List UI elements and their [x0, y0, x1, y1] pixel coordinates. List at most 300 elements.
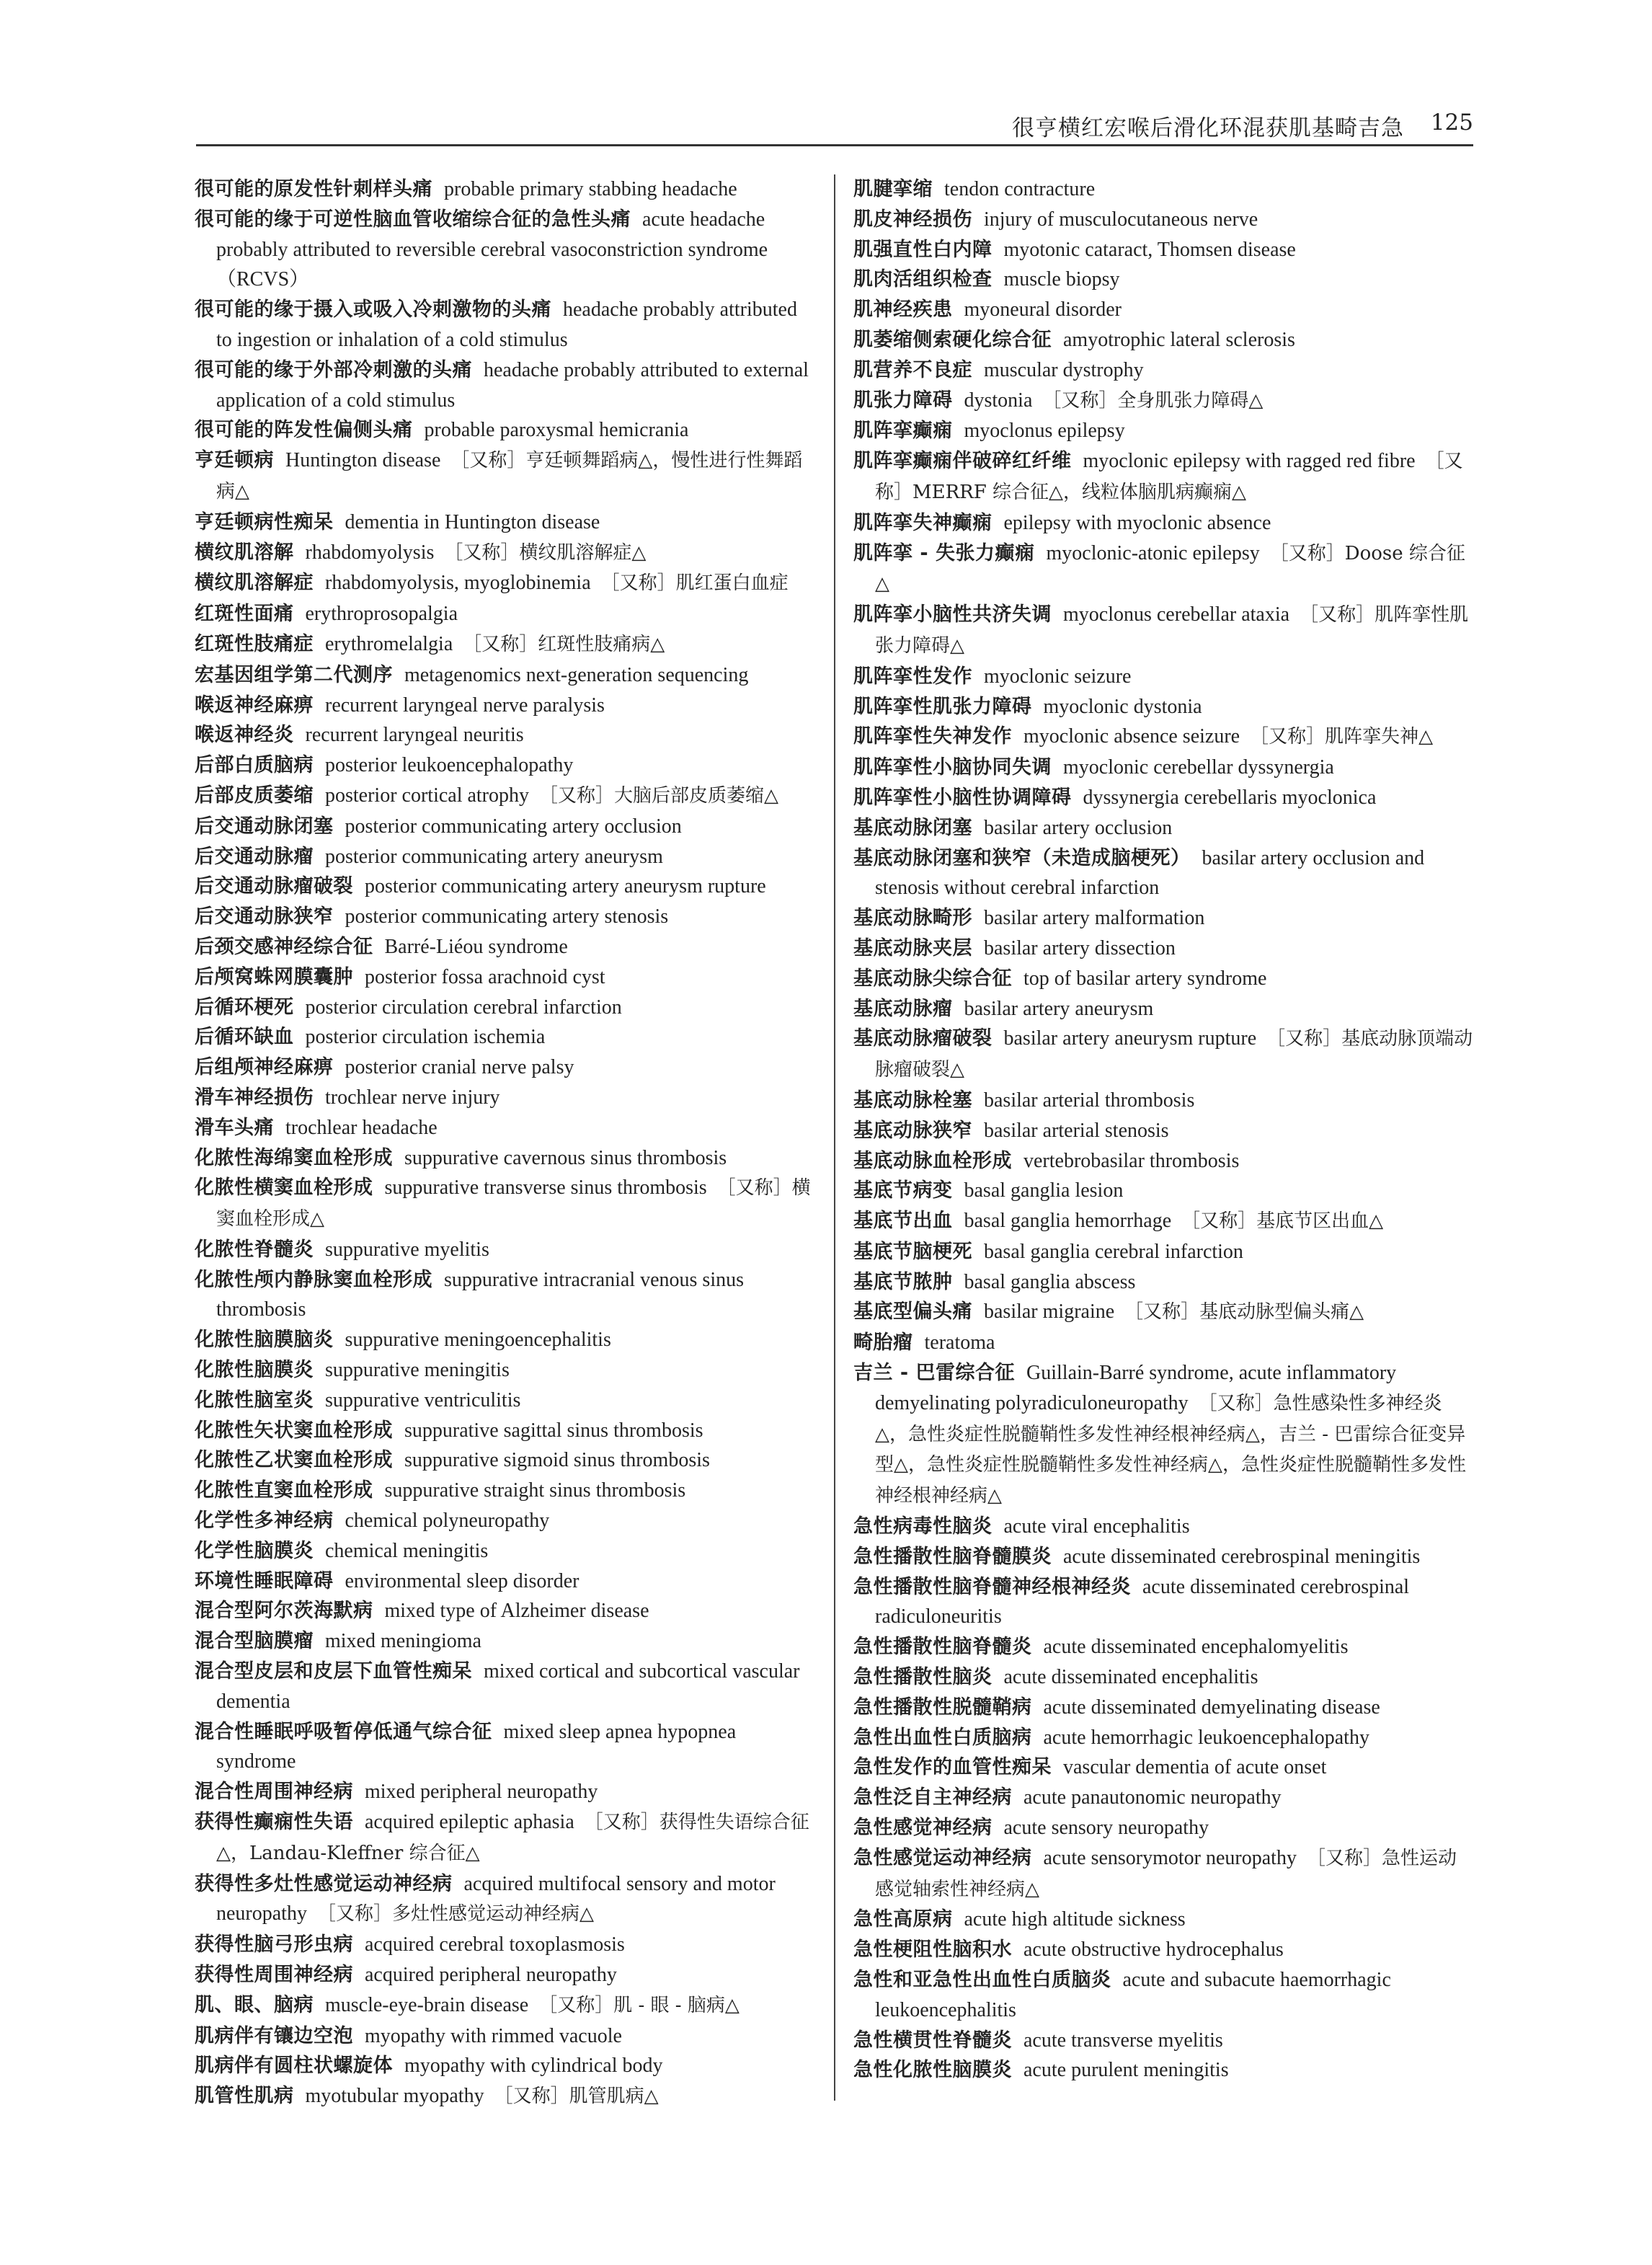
- term-chinese: 急性和亚急性出血性白质脑炎: [853, 1969, 1111, 1992]
- term-english: acute disseminated encephalitis: [1003, 1666, 1258, 1689]
- term-chinese: 肌营养不良症: [853, 358, 972, 381]
- term-chinese: 后交通动脉瘤破裂: [195, 875, 353, 898]
- term-english: suppurative cavernous sinus thrombosis: [404, 1146, 727, 1169]
- term-chinese: 喉返神经麻痹: [195, 693, 314, 717]
- term-english: myoclonic seizure: [984, 665, 1132, 688]
- term-english: suppurative straight sinus thrombosis: [384, 1479, 686, 1502]
- term-synonym: ［又称］基底动脉顶端动脉瘤破裂△: [875, 1028, 1473, 1081]
- term-english: vertebrobasilar thrombosis: [1023, 1149, 1240, 1172]
- term-english: mixed cortical and subcortical vascular dementia: [216, 1660, 800, 1713]
- term-english: probable paroxysmal hemicrania: [424, 419, 689, 442]
- term-chinese: 化脓性海绵窦血栓形成: [195, 1146, 393, 1169]
- glossary-entry: [195, 1960, 814, 1990]
- term-english: suppurative sagittal sinus thrombosis: [404, 1419, 703, 1442]
- glossary-entry: [853, 386, 1475, 417]
- glossary-entry: [853, 1723, 1475, 1753]
- glossary-entry: [195, 415, 814, 446]
- glossary-entry: [853, 934, 1475, 964]
- term-english: chemical meningitis: [325, 1539, 489, 1562]
- glossary-entry: [195, 660, 814, 691]
- term-english: acute purulent meningitis: [1023, 2059, 1229, 2082]
- glossary-entry: [195, 1596, 814, 1626]
- glossary-entry: [853, 2026, 1475, 2056]
- glossary-entry: [195, 1355, 814, 1386]
- term-chinese: 肌阵挛性发作: [853, 665, 972, 688]
- glossary-entry: [853, 783, 1475, 813]
- term-english: myoclonic epilepsy with ragged red fibre: [1083, 450, 1416, 473]
- term-chinese: 后交通动脉闭塞: [195, 815, 334, 838]
- glossary-entry: [195, 1476, 814, 1506]
- term-chinese: 肌强直性白内障: [853, 238, 992, 261]
- term-chinese: 很可能的缘于摄入或吸入冷刺激物的头痛: [195, 298, 551, 322]
- term-english: posterior communicating artery occlusion: [345, 815, 682, 838]
- term-english: basilar artery occlusion: [984, 816, 1173, 839]
- term-chinese: 很可能的缘于可逆性脑血管收缩综合征的急性头痛: [195, 208, 631, 231]
- term-chinese: 基底动脉尖综合征: [853, 967, 1012, 990]
- term-chinese: 急性播散性脑脊髓膜炎: [853, 1545, 1052, 1568]
- term-synonym: ［又称］急性感染性多神经炎△，急性炎症性脱髓鞘性多发性神经根神经病△，吉兰 - 巴雷综合征变异型△，急性炎症性脱髓鞘性多发性神经病△，急性炎症性脱髓鞘性多发性神经根神经病△: [875, 1392, 1466, 1507]
- term-chinese: 化脓性脑膜炎: [195, 1359, 314, 1382]
- term-english: myoclonus epilepsy: [964, 420, 1125, 443]
- term-chinese: 化学性多神经病: [195, 1510, 334, 1533]
- glossary-entry: [853, 722, 1475, 753]
- term-english: acute transverse myelitis: [1023, 2029, 1223, 2052]
- term-english: acquired cerebral toxoplasmosis: [365, 1933, 625, 1956]
- glossary-entry: [853, 843, 1475, 904]
- glossary-entry: [853, 1693, 1475, 1723]
- glossary-entry: [195, 629, 814, 660]
- glossary-entry: [853, 1935, 1475, 1965]
- glossary-entry: [853, 174, 1475, 205]
- glossary-entry: [195, 568, 814, 599]
- glossary-entry: [195, 174, 814, 205]
- term-chinese: 肌阵挛小脑性共济失调: [853, 603, 1052, 626]
- term-chinese: 急性高原病: [853, 1908, 953, 1931]
- glossary-entry: [195, 1386, 814, 1416]
- term-english: myoclonic dystonia: [1043, 695, 1202, 718]
- term-synonym: ［又称］亨廷顿舞蹈病△，慢性进行性舞蹈病△: [216, 450, 803, 502]
- term-english: probable primary stabbing headache: [444, 178, 737, 200]
- term-chinese: 混合型皮层和皮层下血管性痴呆: [195, 1660, 472, 1683]
- glossary-entry: [195, 842, 814, 872]
- term-chinese: 滑车头痛: [195, 1116, 274, 1139]
- term-chinese: 急性感觉神经病: [853, 1817, 992, 1840]
- term-chinese: 肌阵挛性小脑性协调障碍: [853, 786, 1072, 809]
- left-column: [195, 174, 814, 2112]
- term-chinese: 基底动脉狭窄: [853, 1119, 972, 1142]
- term-chinese: 获得性多灶性感觉运动神经病: [195, 1872, 453, 1895]
- term-english: acute panautonomic neuropathy: [1023, 1786, 1282, 1809]
- glossary-entry: [853, 205, 1475, 235]
- term-chinese: 吉兰 - 巴雷综合征: [853, 1362, 1016, 1385]
- term-english: mixed meningioma: [325, 1630, 481, 1653]
- term-chinese: 后部皮质萎缩: [195, 784, 314, 807]
- glossary-entry: [853, 1297, 1475, 1328]
- term-chinese: 急性出血性白质脑病: [853, 1726, 1032, 1749]
- term-english: suppurative sigmoid sinus thrombosis: [404, 1449, 710, 1472]
- term-chinese: 急性病毒性脑炎: [853, 1515, 992, 1538]
- term-english: myoclonus cerebellar ataxia: [1063, 603, 1290, 626]
- glossary-entry: [195, 1416, 814, 1446]
- glossary-entry: [195, 962, 814, 993]
- term-chinese: 后交通动脉瘤: [195, 845, 314, 868]
- term-chinese: 红斑性面痛: [195, 603, 294, 626]
- glossary-entry: [195, 446, 814, 507]
- term-chinese: 喉返神经炎: [195, 724, 294, 747]
- glossary-entry: [195, 1506, 814, 1536]
- glossary-entry: [195, 932, 814, 962]
- term-english: dementia in Huntington disease: [345, 510, 600, 533]
- term-synonym: ［又称］肌红蛋白血症: [600, 572, 789, 595]
- glossary-entry: [853, 600, 1475, 662]
- term-english: basal ganglia lesion: [964, 1179, 1124, 1202]
- term-chinese: 混合性周围神经病: [195, 1781, 353, 1804]
- term-english: myoclonic absence seizure: [1023, 725, 1240, 748]
- term-english: myoneural disorder: [964, 298, 1122, 322]
- term-english: suppurative intracranial venous sinus thrombosis: [216, 1268, 745, 1321]
- term-chinese: 滑车神经损伤: [195, 1086, 314, 1109]
- glossary-entry: [853, 662, 1475, 692]
- term-chinese: 急性播散性脱髓鞘病: [853, 1696, 1032, 1719]
- term-english: environmental sleep disorder: [345, 1569, 579, 1592]
- term-english: suppurative ventriculitis: [325, 1388, 521, 1411]
- term-english: Guillain-Barré syndrome, acute inflammatory demyelinating polyradiculoneuropathy: [875, 1362, 1397, 1414]
- term-english: muscle biopsy: [1003, 268, 1120, 291]
- glossary-entry: [195, 720, 814, 750]
- term-chinese: 很可能的缘于外部冷刺激的头痛: [195, 358, 472, 381]
- term-chinese: 后颅窝蛛网膜囊肿: [195, 965, 353, 988]
- term-english: dyssynergia cerebellaris myoclonica: [1083, 786, 1377, 809]
- term-english: trochlear nerve injury: [325, 1086, 500, 1109]
- term-english: Huntington disease: [285, 449, 441, 472]
- glossary-entry: [853, 1905, 1475, 1935]
- term-english: dystonia: [964, 389, 1033, 412]
- term-synonym: ［又称］大脑后部皮质萎缩△: [539, 784, 779, 807]
- term-chinese: 急性化脓性脑膜炎: [853, 2059, 1012, 2082]
- glossary-entry: [853, 355, 1475, 386]
- term-chinese: 急性发作的血管性痴呆: [853, 1756, 1052, 1779]
- glossary-entry: [195, 507, 814, 538]
- term-chinese: 化脓性横窦血栓形成: [195, 1176, 373, 1200]
- term-english: recurrent laryngeal neuritis: [305, 724, 524, 747]
- term-english: rhabdomyolysis: [305, 541, 435, 564]
- term-english: vascular dementia of acute onset: [1063, 1756, 1327, 1779]
- glossary-entry: [195, 1869, 814, 1931]
- term-english: myoclonic-atonic epilepsy: [1046, 541, 1260, 564]
- term-synonym: ［又称］获得性失语综合征△，Landau-Kleffner 综合征△: [216, 1812, 809, 1864]
- glossary-entry: [853, 235, 1475, 265]
- term-english: metagenomics next-generation sequencing: [404, 663, 749, 686]
- term-english: acquired epileptic aphasia: [365, 1811, 574, 1834]
- term-english: myopathy with rimmed vacuole: [365, 2024, 622, 2047]
- glossary-entry: [195, 993, 814, 1023]
- term-english: basilar artery aneurysm rupture: [1003, 1027, 1257, 1050]
- term-english: rhabdomyolysis, myoglobinemia: [325, 572, 591, 595]
- glossary-entry: [853, 1632, 1475, 1662]
- glossary-entry: [195, 1626, 814, 1657]
- glossary-entry: [195, 1657, 814, 1717]
- term-chinese: 基底型偏头痛: [853, 1300, 972, 1324]
- glossary-entry: [853, 295, 1475, 325]
- right-column: [853, 174, 1475, 2086]
- term-synonym: ［又称］多灶性感觉运动神经病△: [316, 1903, 594, 1925]
- term-chinese: 肌阵挛性失神发作: [853, 725, 1012, 748]
- term-synonym: ［又称］肌 - 眼 - 脑病△: [538, 1994, 740, 2016]
- term-chinese: 肌张力障碍: [853, 389, 953, 412]
- term-english: erythroprosopalgia: [305, 603, 458, 626]
- glossary-entry: [853, 753, 1475, 783]
- glossary-entry: [853, 1328, 1475, 1358]
- glossary-entry: [853, 1206, 1475, 1237]
- term-chinese: 后循环缺血: [195, 1026, 294, 1049]
- term-chinese: 畸胎瘤: [853, 1331, 913, 1355]
- glossary-entry: [853, 325, 1475, 355]
- term-chinese: 基底动脉畸形: [853, 907, 972, 930]
- term-chinese: 横纹肌溶解: [195, 541, 294, 564]
- term-chinese: 基底动脉闭塞和狭窄（未造成脑梗死）: [853, 846, 1191, 869]
- term-chinese: 基底节脑梗死: [853, 1240, 972, 1263]
- term-english: acquired peripheral neuropathy: [365, 1964, 617, 1987]
- term-chinese: 基底节脓肿: [853, 1270, 953, 1293]
- term-chinese: 基底节出血: [853, 1210, 953, 1233]
- glossary-entry: [853, 1512, 1475, 1542]
- glossary-entry: [195, 1235, 814, 1265]
- term-chinese: 获得性周围神经病: [195, 1964, 353, 1987]
- term-chinese: 化脓性脑室炎: [195, 1388, 314, 1411]
- term-chinese: 肌病伴有镶边空泡: [195, 2024, 353, 2047]
- glossary-entry: [853, 1358, 1475, 1512]
- term-chinese: 急性播散性脑脊髓炎: [853, 1636, 1032, 1659]
- term-chinese: 后组颅神经麻痹: [195, 1056, 334, 1079]
- term-english: teratoma: [924, 1331, 995, 1355]
- glossary-entry: [853, 1267, 1475, 1298]
- term-synonym: ［又称］基底动脉型偏头痛△: [1124, 1301, 1364, 1324]
- term-english: basilar arterial thrombosis: [984, 1089, 1195, 1112]
- term-chinese: 急性泛自主神经病: [853, 1786, 1012, 1809]
- term-chinese: 获得性脑弓形虫病: [195, 1933, 353, 1956]
- term-english: Barré-Liéou syndrome: [384, 935, 568, 958]
- glossary-entry: [853, 1024, 1475, 1086]
- term-chinese: 横纹肌溶解症: [195, 572, 314, 595]
- glossary-entry: [853, 446, 1475, 508]
- term-english: posterior cortical atrophy: [325, 784, 530, 807]
- glossary-entry: [853, 508, 1475, 538]
- term-chinese: 肌神经疾患: [853, 298, 953, 322]
- term-chinese: 肌腱挛缩: [853, 178, 933, 200]
- term-english: trochlear headache: [285, 1116, 438, 1139]
- term-english: suppurative meningoencephalitis: [345, 1329, 611, 1352]
- term-english: posterior circulation cerebral infarction: [305, 996, 622, 1019]
- term-english: headache probably attributed to ingestion or inhalation of a cold stimulus: [216, 298, 797, 351]
- glossary-entry: [853, 1843, 1475, 1905]
- glossary-entry: [853, 1176, 1475, 1206]
- term-english: posterior communicating artery aneurysm: [325, 845, 663, 868]
- term-chinese: 很可能的原发性针刺样头痛: [195, 178, 432, 200]
- term-english: posterior circulation ischemia: [305, 1026, 546, 1049]
- term-english: posterior communicating artery stenosis: [345, 905, 669, 928]
- term-english: acute disseminated encephalomyelitis: [1043, 1636, 1349, 1659]
- term-chinese: 急性梗阻性脑积水: [853, 1938, 1012, 1962]
- glossary-entry: [853, 1572, 1475, 1633]
- term-chinese: 后部白质脑病: [195, 754, 314, 777]
- glossary-entry: [195, 1022, 814, 1052]
- glossary-entry: [195, 2051, 814, 2081]
- term-chinese: 后循环梗死: [195, 996, 294, 1019]
- term-chinese: 急性播散性脑脊髓神经根神经炎: [853, 1575, 1131, 1598]
- term-chinese: 基底动脉血栓形成: [853, 1149, 1012, 1172]
- term-english: epilepsy with myoclonic absence: [1003, 511, 1271, 534]
- glossary-entry: [195, 538, 814, 569]
- glossary-entry: [853, 813, 1475, 843]
- term-chinese: 混合型脑膜瘤: [195, 1630, 314, 1653]
- term-english: basilar artery dissection: [984, 936, 1176, 959]
- glossary-entry: [195, 1990, 814, 2021]
- term-english: suppurative myelitis: [325, 1238, 489, 1261]
- term-english: suppurative transverse sinus thrombosis: [384, 1176, 707, 1200]
- term-synonym: ［又称］肌阵挛性肌张力障碍△: [875, 604, 1469, 657]
- term-chinese: 基底动脉栓塞: [853, 1089, 972, 1112]
- term-english: acute high altitude sickness: [964, 1908, 1186, 1931]
- term-english: acute disseminated cerebrospinal radiculoneuritis: [875, 1575, 1410, 1628]
- term-chinese: 肌皮神经损伤: [853, 208, 972, 231]
- term-synonym: ［又称］Doose 综合征△: [875, 542, 1465, 595]
- glossary-entry: [853, 964, 1475, 994]
- term-english: muscular dystrophy: [984, 358, 1144, 381]
- term-chinese: 混合性睡眠呼吸暂停低通气综合征: [195, 1720, 492, 1743]
- term-chinese: 肌病伴有圆柱状螺旋体: [195, 2055, 393, 2078]
- term-english: acute viral encephalitis: [1003, 1515, 1190, 1538]
- glossary-entry: [853, 1086, 1475, 1116]
- term-english: basal ganglia cerebral infarction: [984, 1240, 1243, 1263]
- term-chinese: 急性感觉运动神经病: [853, 1846, 1032, 1869]
- glossary-entry: [853, 1662, 1475, 1693]
- glossary-entry: [853, 2055, 1475, 2086]
- term-chinese: 后交通动脉狭窄: [195, 905, 334, 928]
- term-chinese: 基底动脉瘤: [853, 997, 953, 1020]
- term-english: acute sensory neuropathy: [1003, 1817, 1209, 1840]
- term-chinese: 急性播散性脑炎: [853, 1666, 992, 1689]
- term-chinese: 肌阵挛性小脑协同失调: [853, 756, 1052, 779]
- glossary-entry: [853, 1116, 1475, 1146]
- term-synonym: ［又称］横纹肌溶解症△: [444, 541, 647, 564]
- glossary-entry: [195, 355, 814, 416]
- term-english: acute disseminated cerebrospinal meningitis: [1063, 1545, 1421, 1568]
- term-synonym: ［又称］肌阵挛失神△: [1250, 726, 1434, 748]
- term-english: suppurative meningitis: [325, 1359, 510, 1382]
- glossary-entry: [195, 1052, 814, 1083]
- glossary-entry: [195, 2021, 814, 2052]
- glossary-entry: [853, 265, 1475, 295]
- term-chinese: 化学性脑膜炎: [195, 1539, 314, 1562]
- term-english: acute and subacute haemorrhagic leukoencephalitis: [875, 1969, 1391, 2021]
- term-english: basilar migraine: [984, 1300, 1115, 1324]
- glossary-entry: [853, 1752, 1475, 1783]
- term-synonym: ［又称］肌管肌病△: [494, 2086, 659, 2108]
- term-chinese: 宏基因组学第二代测序: [195, 663, 393, 686]
- term-chinese: 亨廷顿病: [195, 449, 274, 472]
- term-english: amyotrophic lateral sclerosis: [1063, 328, 1295, 351]
- term-chinese: 肌、眼、脑病: [195, 1993, 314, 2016]
- glossary-entry: [853, 1783, 1475, 1813]
- term-synonym: ［又称］MERRF 综合征△，线粒体脑肌病癫痫△: [875, 451, 1463, 503]
- term-english: basal ganglia abscess: [964, 1270, 1136, 1293]
- term-english: acute disseminated demyelinating disease: [1043, 1696, 1380, 1719]
- running-title: 很亨横红宏喉后滑化环混获肌基畸吉急: [1012, 115, 1404, 141]
- term-chinese: 红斑性肢痛症: [195, 632, 314, 655]
- term-chinese: 获得性癫痫性失语: [195, 1811, 353, 1834]
- glossary-entry: [195, 1113, 814, 1143]
- term-chinese: 化脓性直窦血栓形成: [195, 1479, 373, 1502]
- glossary-entry: [195, 1777, 814, 1807]
- term-english: basilar artery malformation: [984, 907, 1205, 930]
- glossary-entry: [195, 1566, 814, 1597]
- term-chinese: 肌阵挛癫痫伴破碎红纤维: [853, 450, 1072, 473]
- glossary-entry: [195, 1930, 814, 1960]
- term-chinese: 化脓性矢状窦血栓形成: [195, 1419, 393, 1442]
- term-english: acute sensorymotor neuropathy: [1043, 1846, 1297, 1869]
- column-divider: [834, 174, 835, 2101]
- term-english: myoclonic cerebellar dyssynergia: [1063, 756, 1334, 779]
- term-english: erythromelalgia: [325, 632, 453, 655]
- term-english: basilar artery aneurysm: [964, 997, 1154, 1020]
- glossary-entry: [195, 691, 814, 721]
- term-english: headache probably attributed to external application of a cold stimulus: [216, 358, 809, 412]
- glossary-entry: [195, 872, 814, 902]
- glossary-entry: [195, 902, 814, 932]
- glossary-entry: [195, 1325, 814, 1355]
- glossary-entry: [195, 1807, 814, 1869]
- glossary-entry: [853, 994, 1475, 1024]
- term-chinese: 基底动脉闭塞: [853, 816, 972, 839]
- glossary-entry: [195, 599, 814, 629]
- term-english: basilar arterial stenosis: [984, 1119, 1169, 1142]
- term-english: acute obstructive hydrocephalus: [1023, 1938, 1284, 1962]
- term-synonym: ［又称］横窦血栓形成△: [216, 1177, 811, 1231]
- term-synonym: ［又称］全身肌张力障碍△: [1042, 389, 1264, 412]
- term-english: chemical polyneuropathy: [345, 1510, 550, 1533]
- term-english: injury of musculocutaneous nerve: [984, 208, 1258, 231]
- glossary-entry: [853, 1146, 1475, 1176]
- term-english: myotonic cataract, Thomsen disease: [1003, 238, 1296, 261]
- term-english: myopathy with cylindrical body: [404, 2055, 663, 2078]
- glossary-entry: [195, 1445, 814, 1476]
- glossary-entry: [195, 1536, 814, 1566]
- term-synonym: ［又称］急性运动感觉轴索性神经病△: [875, 1847, 1457, 1900]
- glossary-entry: [853, 1965, 1475, 2026]
- term-english: acute hemorrhagic leukoencephalopathy: [1043, 1726, 1369, 1749]
- term-chinese: 肌阵挛性肌张力障碍: [853, 695, 1032, 718]
- page-number: 125: [1430, 110, 1473, 136]
- glossary-entry: [195, 1083, 814, 1113]
- term-chinese: 后颈交感神经综合征: [195, 935, 373, 958]
- term-english: mixed type of Alzheimer disease: [384, 1600, 649, 1623]
- term-chinese: 肌管性肌病: [195, 2085, 294, 2108]
- term-chinese: 基底动脉夹层: [853, 936, 972, 959]
- glossary-entry: [853, 538, 1475, 600]
- term-chinese: 基底动脉瘤破裂: [853, 1027, 992, 1050]
- glossary-entry: [853, 1813, 1475, 1843]
- term-chinese: 化脓性脑膜脑炎: [195, 1329, 334, 1352]
- glossary-entry: [195, 1717, 814, 1778]
- term-chinese: 化脓性颅内静脉窦血栓形成: [195, 1268, 432, 1291]
- term-synonym: ［又称］红斑性肢痛病△: [463, 633, 665, 655]
- term-chinese: 基底节病变: [853, 1179, 953, 1202]
- term-english: acute headache probably attributed to reversible cerebral vasoconstriction syndrome （RCVS）: [216, 208, 768, 291]
- term-chinese: 很可能的阵发性偏侧头痛: [195, 419, 413, 442]
- term-english: basilar artery occlusion and stenosis without cerebral infarction: [875, 846, 1425, 900]
- glossary-entry: [853, 1237, 1475, 1267]
- running-header: [196, 108, 1473, 146]
